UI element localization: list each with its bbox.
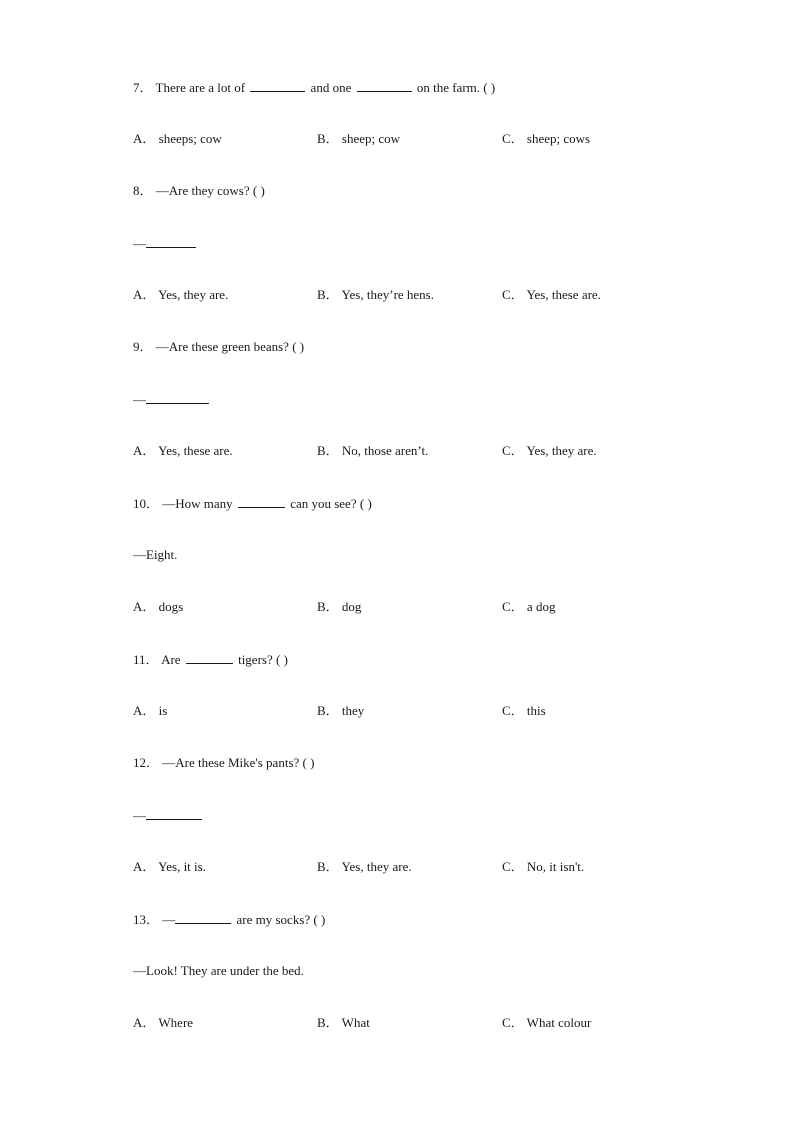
option-c[interactable]: C． sheep; cows bbox=[502, 131, 591, 146]
option-a[interactable]: A． Where bbox=[133, 1015, 194, 1030]
answer-blank[interactable] bbox=[357, 79, 412, 92]
question-number: 12． bbox=[133, 755, 160, 770]
answer-dash: — bbox=[133, 392, 146, 407]
question-10-answer: —Eight. bbox=[133, 547, 178, 562]
question-text: and one bbox=[310, 80, 352, 95]
question-number: 13． bbox=[133, 912, 160, 927]
answer-parentheses[interactable]: ( ) bbox=[275, 652, 288, 667]
question-text: —Are they cows? bbox=[155, 183, 250, 198]
answer-blank[interactable] bbox=[146, 235, 196, 248]
option-b[interactable]: B． Yes, they’re hens. bbox=[317, 287, 434, 302]
option-a[interactable]: A． sheeps; cow bbox=[133, 131, 222, 146]
question-number: 10． bbox=[133, 496, 160, 511]
answer-dash: — bbox=[133, 236, 146, 251]
answer-parentheses[interactable]: ( ) bbox=[302, 755, 315, 770]
option-c[interactable]: C． Yes, they are. bbox=[502, 443, 597, 458]
option-b[interactable]: B． What bbox=[317, 1015, 370, 1030]
question-text: on the farm. bbox=[416, 80, 481, 95]
question-8-answer-line bbox=[133, 235, 198, 252]
option-c[interactable]: C． What colour bbox=[502, 1015, 592, 1030]
answer-parentheses[interactable]: ( ) bbox=[483, 80, 496, 95]
question-9-stem bbox=[133, 339, 304, 355]
option-a[interactable]: A． dogs bbox=[133, 599, 184, 614]
answer-parentheses[interactable]: ( ) bbox=[313, 912, 326, 927]
question-text: Are bbox=[161, 652, 181, 667]
question-7-stem bbox=[133, 79, 495, 96]
question-number: 11． bbox=[133, 652, 159, 667]
question-13-stem bbox=[133, 911, 325, 928]
option-a[interactable]: A． Yes, they are. bbox=[133, 287, 229, 302]
question-number: 9． bbox=[133, 339, 153, 354]
option-c[interactable]: C． this bbox=[502, 703, 546, 718]
question-12-stem bbox=[133, 755, 314, 771]
option-b[interactable]: B． No, those aren’t. bbox=[317, 443, 429, 458]
question-text: —How many bbox=[162, 496, 233, 511]
question-13-answer: —Look! They are under the bed. bbox=[133, 963, 304, 978]
option-c[interactable]: C． No, it isn't. bbox=[502, 859, 585, 874]
option-b[interactable]: B． Yes, they are. bbox=[317, 859, 412, 874]
option-b[interactable]: B． dog bbox=[317, 599, 362, 614]
option-a[interactable]: A． is bbox=[133, 703, 168, 718]
question-text: can you see? bbox=[290, 496, 357, 511]
question-text: —Are these Mike's pants? bbox=[162, 755, 300, 770]
answer-blank[interactable] bbox=[250, 79, 305, 92]
question-8-stem bbox=[133, 183, 265, 199]
answer-blank[interactable] bbox=[175, 911, 231, 924]
question-number: 7． bbox=[133, 80, 153, 95]
option-b[interactable]: B． sheep; cow bbox=[317, 131, 401, 146]
question-text: There are a lot of bbox=[155, 80, 246, 95]
option-c[interactable]: C． Yes, these are. bbox=[502, 287, 601, 302]
answer-dash: — bbox=[133, 808, 146, 823]
option-a[interactable]: A． Yes, it is. bbox=[133, 859, 206, 874]
question-text: tigers? bbox=[238, 652, 273, 667]
question-10-stem bbox=[133, 495, 372, 512]
option-a[interactable]: A． Yes, these are. bbox=[133, 443, 233, 458]
question-11-stem bbox=[133, 651, 288, 668]
answer-parentheses[interactable]: ( ) bbox=[292, 339, 305, 354]
answer-blank[interactable] bbox=[186, 651, 233, 664]
answer-blank[interactable] bbox=[146, 391, 209, 404]
question-text: are my socks? bbox=[236, 912, 311, 927]
answer-parentheses[interactable]: ( ) bbox=[252, 183, 265, 198]
answer-blank[interactable] bbox=[146, 807, 202, 820]
answer-parentheses[interactable]: ( ) bbox=[359, 496, 372, 511]
question-text: —Are these green beans? bbox=[155, 339, 289, 354]
option-c[interactable]: C． a dog bbox=[502, 599, 556, 614]
question-9-answer-line bbox=[133, 391, 211, 408]
question-text: — bbox=[162, 912, 176, 927]
answer-blank[interactable] bbox=[238, 495, 285, 508]
question-number: 8． bbox=[133, 183, 153, 198]
option-b[interactable]: B． they bbox=[317, 703, 365, 718]
question-12-answer-line bbox=[133, 807, 204, 824]
